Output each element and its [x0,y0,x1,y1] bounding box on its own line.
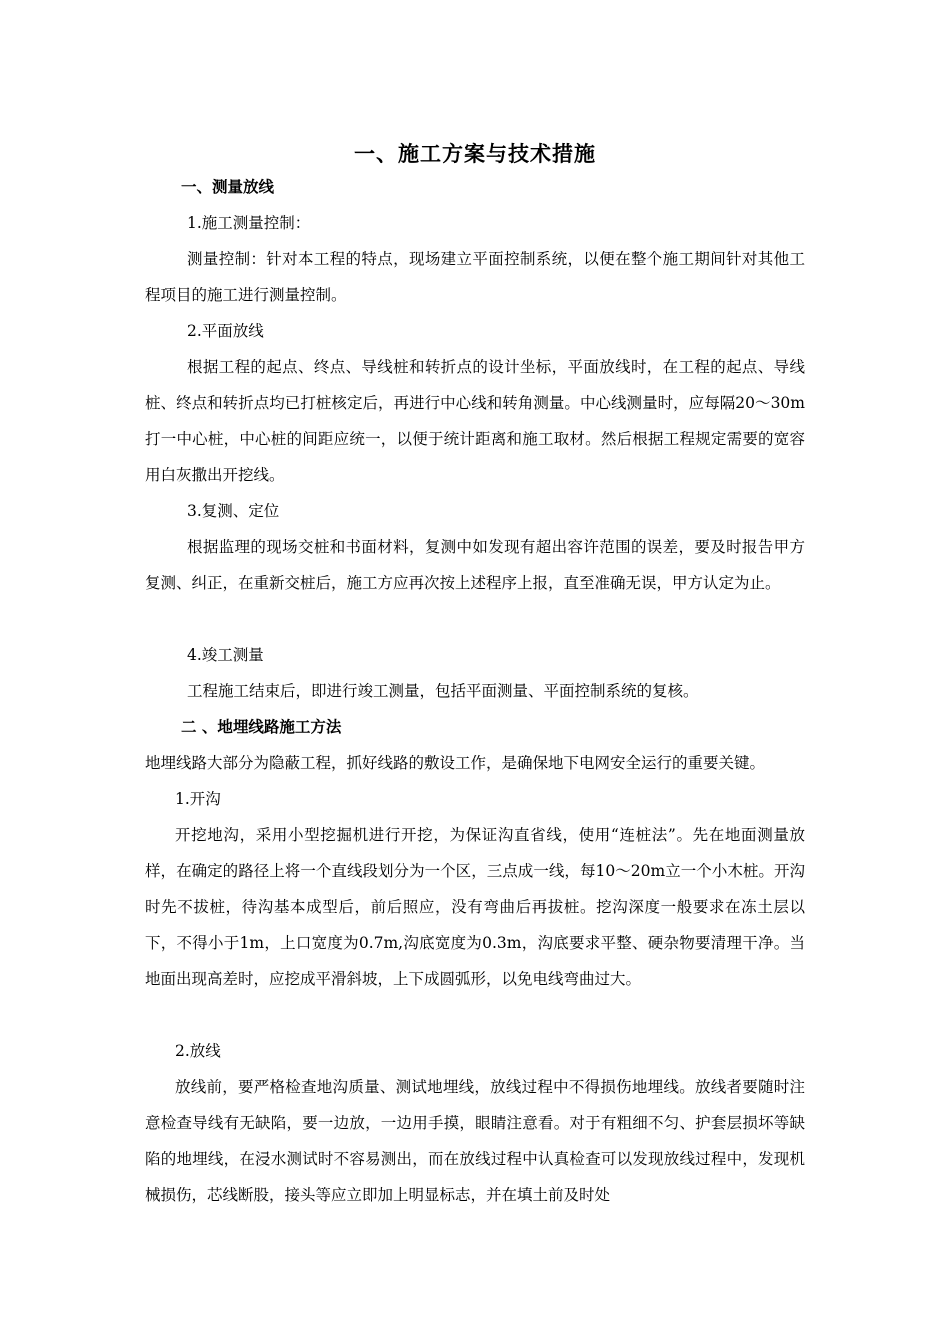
section-1-item-1-body: 测量控制：针对本工程的特点，现场建立平面控制系统，以便在整个施工期间针对其他工程项目的施工进行测量控制。 [145,250,805,304]
section-1-item-3-body: 根据监理的现场交桩和书面材料，复测中如发现有超出容许范围的误差，要及时报告甲方复测、纠正，在重新交桩后，施工方应再次按上述程序上报，直至准确无误，甲方认定为止。 [145,538,805,592]
section-1-item-2-title: 2.平面放线 [187,322,264,340]
section-2-item-2-title: 2.放线 [175,1042,221,1060]
page-title: 一、施工方案与技术措施 [354,141,596,166]
section-2-item-2-body: 放线前，要严格检查地沟质量、测试地埋线，放线过程中不得损伤地埋线。放线者要随时注意检查导线有无缺陷，要一边放，一边用手摸，眼睛注意看。对于有粗细不匀、护套层损坏等缺陷的地埋线，在浸水测试时不容易测出，而在放线过程中认真检查可以发现放线过程中，发现机械损伤，芯线断股，接头等应立即加上明显标志，并在填土前及时处 [145,1078,805,1204]
section-2-heading: 二 、地埋线路施工方法 [181,717,342,736]
section-1-item-3-title: 3.复测、定位 [187,502,280,520]
section-1-item-4-body: 工程施工结束后，即进行竣工测量，包括平面测量、平面控制系统的复核。 [187,682,699,700]
section-2-intro: 地埋线路大部分为隐蔽工程，抓好线路的敷设工作，是确保地下电网安全运行的重要关键。 [145,754,766,772]
section-1-item-1-title: 1.施工测量控制： [187,214,311,232]
section-1-item-2-body: 根据工程的起点、终点、导线桩和转折点的设计坐标，平面放线时，在工程的起点、导线桩、终点和转折点均已打桩核定后，再进行中心线和转角测量。中心线测量时，应每隔20～30m打一中心桩，中心桩的间距应统一，以便于统计距离和施工取材。然后根据工程规定需要的宽容用白灰撒出开挖线。 [145,358,805,484]
section-2-item-1-title: 1.开沟 [175,790,221,808]
section-1-item-4-title: 4.竣工测量 [187,646,264,664]
section-2-item-1-body: 开挖地沟，采用小型挖掘机进行开挖，为保证沟直省线，使用“连桩法”。先在地面测量放样，在确定的路径上将一个直线段划分为一个区，三点成一线，每10～20m立一个小木桩。开沟时先不拔桩，待沟基本成型后，前后照应，没有弯曲后再拔桩。挖沟深度一般要求在冻土层以下，不得小于1m，上口宽度为0.7m,沟底宽度为0.3m，沟底要求平整、硬杂物要清理干净。当地面出现高差时，应挖成平滑斜坡，上下成圆弧形，以免电线弯曲过大。 [145,826,805,988]
section-1-heading: 一、测量放线 [181,177,275,196]
